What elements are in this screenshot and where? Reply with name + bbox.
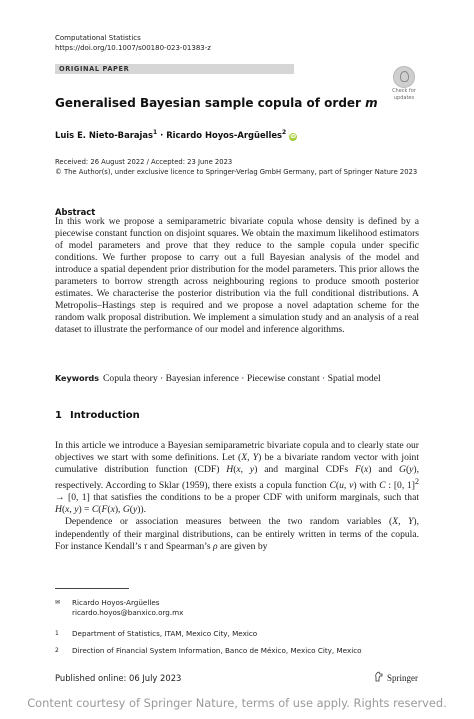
- article-type-bar: [55, 64, 294, 74]
- title-text: Generalised Bayesian sample copula of order: [55, 96, 366, 110]
- section-number: 1: [55, 410, 62, 421]
- keywords: [55, 373, 425, 384]
- affiliation-1: [55, 629, 257, 639]
- affiliation-1-text: Department of Statistics, ITAM, Mexico City, Mexico: [72, 629, 258, 638]
- article-dates: [55, 157, 417, 177]
- affiliation-2: [55, 646, 362, 656]
- springer-horse-icon: [374, 671, 384, 682]
- affiliation-1-number: 1: [55, 630, 59, 637]
- intro-paragraph-2: Dependence or association measures between the two random variables (X, Y), independently of their marginal distributions, can be entirely written in terms of the copula. For instance Kendall’s τ and Spearman’s ρ are given by: [55, 516, 419, 552]
- author-2[interactable]: Ricardo Hoyos-Argüelles: [166, 129, 283, 140]
- author-separator: ·: [157, 129, 167, 140]
- affiliation-2-number: 2: [55, 647, 59, 654]
- copyright-notice: © The Author(s), under exclusive licence to Springer-Verlag GmbH Germany, part of Springer Nature 2023: [55, 168, 418, 176]
- courtesy-watermark: Content courtesy of Springer Nature, terms of use apply. Rights reserved.: [27, 696, 447, 710]
- journal-header: [55, 33, 211, 53]
- title-variable: m: [365, 96, 378, 110]
- intro-paragraph-1: In this article we introduce a Bayesian semiparametric bivariate copula and to clearly state our objectives we start with some definitions. Let (X, Y) be a bivariate random vector with joint cumulative distribution function (CDF) H(x, y) and marginal CDFs F(x) and G(y), respectively. According to Sklar (1959), there exists a copula function C(u, v) with C : [0, 1]$^2$ → [0, 1] that satisfies the conditions to be a proper CDF with uniform marginals, such that H(x, y) = C(F(x), G(y)).: [55, 440, 420, 516]
- affiliation-2-text: Direction of Financial System Information, Banco de México, Mexico City, Mexico: [72, 646, 362, 655]
- orcid-icon[interactable]: iD: [290, 133, 297, 140]
- abstract-heading: Abstract: [55, 207, 96, 217]
- introduction-body: [55, 440, 419, 553]
- email-icon: ✉: [55, 599, 61, 606]
- journal-name: Computational Statistics: [55, 34, 141, 42]
- author-1[interactable]: Luis E. Nieto-Barajas: [55, 129, 154, 140]
- badge-text-2: updates: [393, 94, 415, 101]
- author-list: [55, 129, 297, 141]
- doi-link[interactable]: https://doi.org/10.1007/s00180-023-01383-z: [55, 44, 211, 52]
- check-updates-icon: [393, 66, 415, 88]
- footnote-rule: [55, 588, 129, 589]
- article-type-label: ORIGINAL PAPER: [59, 65, 130, 73]
- section-title: Introduction: [69, 410, 140, 421]
- received-accepted: Received: 26 August 2022 / Accepted: 23 June 2023: [55, 158, 233, 166]
- citation-sklar[interactable]: 1959: [185, 480, 205, 492]
- abstract-text: In this work we propose a semiparametric bivariate copula whose density is defined by a piecewise constant function on disjoint squares. We obtain the maximum likelihood estimators of model parameters and prove that they reduce to the sample copula under specific conditions. We further propose to carry out a full Bayesian analysis of the model and introduce a spatial dependent prior distribution for the model parameters. This prior allows the parameters to borrow strength across neighbouring regions to produce smooth posterior estimates. We characterise the posterior distribution via the full conditional distributions. A Metropolis–Hastings step is required and we propose a novel adaptation scheme for the random walk proposal distribution. We implement a simulation study and an analysis of a real dataset to illustrate the performance of our model and inference algorithms.: [55, 216, 419, 336]
- corresponding-author: [55, 598, 183, 618]
- keywords-text: Copula theory · Bayesian inference · Piecewise constant · Spatial model: [103, 373, 381, 384]
- article-title: [55, 96, 378, 110]
- publisher-logo: [374, 671, 418, 683]
- check-for-updates-badge[interactable]: [389, 66, 419, 100]
- author-1-affiliation: 1: [153, 129, 158, 136]
- published-date: Published online: 06 July 2023: [55, 673, 182, 683]
- author-2-affiliation: 2: [282, 129, 287, 136]
- keywords-label: Keywords: [55, 374, 100, 383]
- publisher-name: Springer: [387, 673, 418, 683]
- badge-text-1: Check for: [392, 88, 416, 94]
- contact-name: Ricardo Hoyos-Argüelles: [72, 598, 160, 607]
- section-heading: [55, 410, 140, 421]
- contact-email[interactable]: ricardo.hoyos@banxico.org.mx: [72, 608, 184, 617]
